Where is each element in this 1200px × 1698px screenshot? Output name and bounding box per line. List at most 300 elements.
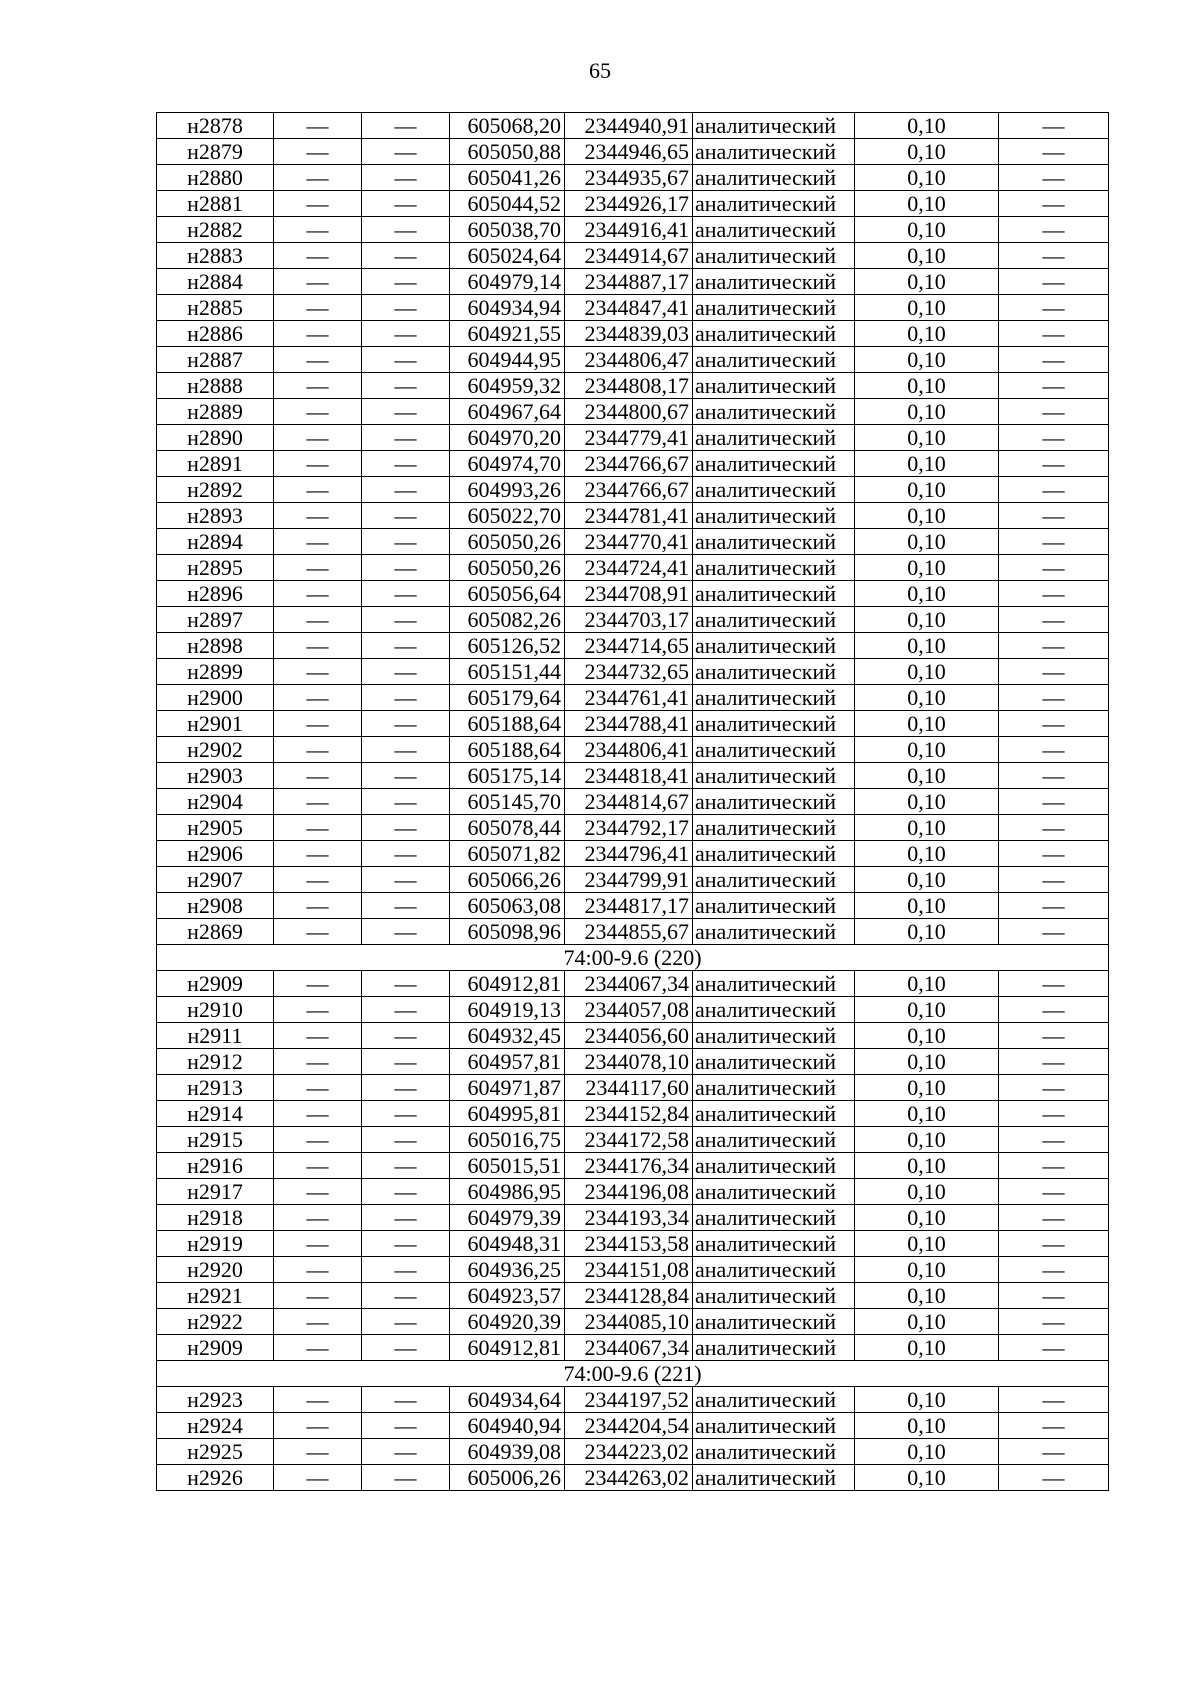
- method-cell: аналитический: [693, 1413, 855, 1439]
- table-row: [157, 373, 1109, 399]
- table-row: [157, 347, 1109, 373]
- method-cell: аналитический: [693, 711, 855, 737]
- point-number-cell: н2898: [157, 633, 274, 659]
- accuracy-cell: 0,10: [855, 529, 999, 555]
- accuracy-cell: 0,10: [855, 139, 999, 165]
- empty-cell-dash: —: [999, 867, 1109, 893]
- accuracy-cell: 0,10: [855, 1179, 999, 1205]
- empty-cell-dash: —: [274, 659, 362, 685]
- accuracy-cell: 0,10: [855, 1309, 999, 1335]
- table-row: [157, 1205, 1109, 1231]
- x-coordinate-cell: 604934,64: [450, 1387, 565, 1413]
- empty-cell-dash: —: [274, 711, 362, 737]
- table-row: [157, 165, 1109, 191]
- empty-cell-dash: —: [362, 113, 450, 139]
- x-coordinate-cell: 604974,70: [450, 451, 565, 477]
- empty-cell-dash: —: [362, 607, 450, 633]
- table-row: [157, 997, 1109, 1023]
- table-row: [157, 1075, 1109, 1101]
- method-cell: аналитический: [693, 321, 855, 347]
- table-row: [157, 763, 1109, 789]
- empty-cell-dash: —: [999, 295, 1109, 321]
- y-coordinate-cell: 2344151,08: [565, 1257, 693, 1283]
- point-number-cell: н2906: [157, 841, 274, 867]
- accuracy-cell: 0,10: [855, 737, 999, 763]
- method-cell: аналитический: [693, 841, 855, 867]
- y-coordinate-cell: 2344946,65: [565, 139, 693, 165]
- y-coordinate-cell: 2344766,67: [565, 451, 693, 477]
- table-row: [157, 139, 1109, 165]
- table-row: [157, 867, 1109, 893]
- x-coordinate-cell: 605024,64: [450, 243, 565, 269]
- x-coordinate-cell: 604995,81: [450, 1101, 565, 1127]
- empty-cell-dash: —: [274, 1387, 362, 1413]
- empty-cell-dash: —: [274, 503, 362, 529]
- y-coordinate-cell: 2344153,58: [565, 1231, 693, 1257]
- method-cell: аналитический: [693, 217, 855, 243]
- accuracy-cell: 0,10: [855, 1049, 999, 1075]
- method-cell: аналитический: [693, 815, 855, 841]
- accuracy-cell: 0,10: [855, 1127, 999, 1153]
- empty-cell-dash: —: [362, 1049, 450, 1075]
- table-row: [157, 1127, 1109, 1153]
- empty-cell-dash: —: [999, 919, 1109, 945]
- empty-cell-dash: —: [274, 763, 362, 789]
- x-coordinate-cell: 604919,13: [450, 997, 565, 1023]
- empty-cell-dash: —: [274, 893, 362, 919]
- method-cell: аналитический: [693, 1465, 855, 1491]
- y-coordinate-cell: 2344117,60: [565, 1075, 693, 1101]
- method-cell: аналитический: [693, 763, 855, 789]
- x-coordinate-cell: 604959,32: [450, 373, 565, 399]
- empty-cell-dash: —: [362, 1101, 450, 1127]
- y-coordinate-cell: 2344792,17: [565, 815, 693, 841]
- point-number-cell: н2891: [157, 451, 274, 477]
- point-number-cell: н2907: [157, 867, 274, 893]
- table-row: [157, 1153, 1109, 1179]
- empty-cell-dash: —: [999, 815, 1109, 841]
- empty-cell-dash: —: [274, 555, 362, 581]
- accuracy-cell: 0,10: [855, 165, 999, 191]
- point-number-cell: н2916: [157, 1153, 274, 1179]
- y-coordinate-cell: 2344128,84: [565, 1283, 693, 1309]
- accuracy-cell: 0,10: [855, 1335, 999, 1361]
- point-number-cell: н2901: [157, 711, 274, 737]
- accuracy-cell: 0,10: [855, 477, 999, 503]
- empty-cell-dash: —: [362, 711, 450, 737]
- method-cell: аналитический: [693, 971, 855, 997]
- empty-cell-dash: —: [274, 633, 362, 659]
- accuracy-cell: 0,10: [855, 1205, 999, 1231]
- x-coordinate-cell: 605016,75: [450, 1127, 565, 1153]
- y-coordinate-cell: 2344067,34: [565, 1335, 693, 1361]
- table-row: [157, 607, 1109, 633]
- y-coordinate-cell: 2344172,58: [565, 1127, 693, 1153]
- point-number-cell: н2899: [157, 659, 274, 685]
- table-row: [157, 295, 1109, 321]
- section-title: 74:00-9.6 (221): [157, 1361, 1109, 1387]
- method-cell: аналитический: [693, 867, 855, 893]
- x-coordinate-cell: 604979,14: [450, 269, 565, 295]
- accuracy-cell: 0,10: [855, 581, 999, 607]
- empty-cell-dash: —: [362, 1283, 450, 1309]
- empty-cell-dash: —: [999, 269, 1109, 295]
- table-row: [157, 1257, 1109, 1283]
- accuracy-cell: 0,10: [855, 1439, 999, 1465]
- empty-cell-dash: —: [999, 399, 1109, 425]
- empty-cell-dash: —: [274, 1153, 362, 1179]
- table-row: [157, 425, 1109, 451]
- method-cell: аналитический: [693, 893, 855, 919]
- method-cell: аналитический: [693, 1179, 855, 1205]
- empty-cell-dash: —: [274, 867, 362, 893]
- y-coordinate-cell: 2344806,47: [565, 347, 693, 373]
- y-coordinate-cell: 2344887,17: [565, 269, 693, 295]
- x-coordinate-cell: 605151,44: [450, 659, 565, 685]
- table-row: [157, 243, 1109, 269]
- point-number-cell: н2885: [157, 295, 274, 321]
- empty-cell-dash: —: [274, 1127, 362, 1153]
- empty-cell-dash: —: [999, 503, 1109, 529]
- empty-cell-dash: —: [274, 191, 362, 217]
- empty-cell-dash: —: [274, 1023, 362, 1049]
- empty-cell-dash: —: [362, 1075, 450, 1101]
- empty-cell-dash: —: [999, 1413, 1109, 1439]
- accuracy-cell: 0,10: [855, 243, 999, 269]
- x-coordinate-cell: 605179,64: [450, 685, 565, 711]
- point-number-cell: н2904: [157, 789, 274, 815]
- method-cell: аналитический: [693, 555, 855, 581]
- point-number-cell: н2926: [157, 1465, 274, 1491]
- empty-cell-dash: —: [362, 451, 450, 477]
- empty-cell-dash: —: [274, 1309, 362, 1335]
- x-coordinate-cell: 605063,08: [450, 893, 565, 919]
- accuracy-cell: 0,10: [855, 1231, 999, 1257]
- empty-cell-dash: —: [362, 243, 450, 269]
- x-coordinate-cell: 605078,44: [450, 815, 565, 841]
- point-number-cell: н2913: [157, 1075, 274, 1101]
- accuracy-cell: 0,10: [855, 1023, 999, 1049]
- empty-cell-dash: —: [362, 1127, 450, 1153]
- empty-cell-dash: —: [999, 1309, 1109, 1335]
- empty-cell-dash: —: [362, 1205, 450, 1231]
- empty-cell-dash: —: [362, 815, 450, 841]
- y-coordinate-cell: 2344796,41: [565, 841, 693, 867]
- accuracy-cell: 0,10: [855, 1413, 999, 1439]
- x-coordinate-cell: 605056,64: [450, 581, 565, 607]
- point-number-cell: н2888: [157, 373, 274, 399]
- x-coordinate-cell: 604986,95: [450, 1179, 565, 1205]
- y-coordinate-cell: 2344223,02: [565, 1439, 693, 1465]
- empty-cell-dash: —: [362, 971, 450, 997]
- x-coordinate-cell: 604940,94: [450, 1413, 565, 1439]
- empty-cell-dash: —: [999, 581, 1109, 607]
- table-row: [157, 1023, 1109, 1049]
- empty-cell-dash: —: [274, 529, 362, 555]
- table-row: [157, 919, 1109, 945]
- accuracy-cell: 0,10: [855, 841, 999, 867]
- method-cell: аналитический: [693, 1439, 855, 1465]
- accuracy-cell: 0,10: [855, 1465, 999, 1491]
- method-cell: аналитический: [693, 1049, 855, 1075]
- method-cell: аналитический: [693, 191, 855, 217]
- point-number-cell: н2919: [157, 1231, 274, 1257]
- empty-cell-dash: —: [999, 685, 1109, 711]
- method-cell: аналитический: [693, 347, 855, 373]
- point-number-cell: н2917: [157, 1179, 274, 1205]
- y-coordinate-cell: 2344855,67: [565, 919, 693, 945]
- empty-cell-dash: —: [362, 763, 450, 789]
- x-coordinate-cell: 604936,25: [450, 1257, 565, 1283]
- point-number-cell: н2889: [157, 399, 274, 425]
- point-number-cell: н2918: [157, 1205, 274, 1231]
- table-row: [157, 1283, 1109, 1309]
- y-coordinate-cell: 2344817,17: [565, 893, 693, 919]
- x-coordinate-cell: 604939,08: [450, 1439, 565, 1465]
- x-coordinate-cell: 605015,51: [450, 1153, 565, 1179]
- accuracy-cell: 0,10: [855, 373, 999, 399]
- point-number-cell: н2892: [157, 477, 274, 503]
- y-coordinate-cell: 2344779,41: [565, 425, 693, 451]
- empty-cell-dash: —: [274, 139, 362, 165]
- y-coordinate-cell: 2344078,10: [565, 1049, 693, 1075]
- accuracy-cell: 0,10: [855, 1075, 999, 1101]
- empty-cell-dash: —: [362, 581, 450, 607]
- page-number: 65: [589, 58, 611, 83]
- table-row: [157, 529, 1109, 555]
- table-row: [157, 1179, 1109, 1205]
- table-row: [157, 451, 1109, 477]
- y-coordinate-cell: 2344788,41: [565, 711, 693, 737]
- y-coordinate-cell: 2344724,41: [565, 555, 693, 581]
- x-coordinate-cell: 605050,26: [450, 529, 565, 555]
- empty-cell-dash: —: [362, 1257, 450, 1283]
- empty-cell-dash: —: [362, 633, 450, 659]
- empty-cell-dash: —: [362, 477, 450, 503]
- point-number-cell: н2920: [157, 1257, 274, 1283]
- empty-cell-dash: —: [362, 139, 450, 165]
- empty-cell-dash: —: [274, 1283, 362, 1309]
- y-coordinate-cell: 2344057,08: [565, 997, 693, 1023]
- y-coordinate-cell: 2344703,17: [565, 607, 693, 633]
- table-row: [157, 269, 1109, 295]
- section-header-row: [157, 1361, 1109, 1387]
- empty-cell-dash: —: [999, 1335, 1109, 1361]
- empty-cell-dash: —: [999, 529, 1109, 555]
- table-row: [157, 1049, 1109, 1075]
- empty-cell-dash: —: [274, 841, 362, 867]
- method-cell: аналитический: [693, 243, 855, 269]
- empty-cell-dash: —: [999, 425, 1109, 451]
- empty-cell-dash: —: [274, 295, 362, 321]
- table-row: [157, 477, 1109, 503]
- x-coordinate-cell: 604948,31: [450, 1231, 565, 1257]
- accuracy-cell: 0,10: [855, 1101, 999, 1127]
- method-cell: аналитический: [693, 295, 855, 321]
- point-number-cell: н2914: [157, 1101, 274, 1127]
- empty-cell-dash: —: [999, 789, 1109, 815]
- empty-cell-dash: —: [362, 685, 450, 711]
- empty-cell-dash: —: [274, 971, 362, 997]
- empty-cell-dash: —: [362, 789, 450, 815]
- table-row: [157, 1231, 1109, 1257]
- method-cell: аналитический: [693, 1335, 855, 1361]
- point-number-cell: н2882: [157, 217, 274, 243]
- y-coordinate-cell: 2344935,67: [565, 165, 693, 191]
- x-coordinate-cell: 604970,20: [450, 425, 565, 451]
- method-cell: аналитический: [693, 1205, 855, 1231]
- point-number-cell: н2878: [157, 113, 274, 139]
- x-coordinate-cell: 604934,94: [450, 295, 565, 321]
- empty-cell-dash: —: [362, 399, 450, 425]
- point-number-cell: н2911: [157, 1023, 274, 1049]
- empty-cell-dash: —: [362, 373, 450, 399]
- table-row: [157, 815, 1109, 841]
- x-coordinate-cell: 604920,39: [450, 1309, 565, 1335]
- y-coordinate-cell: 2344926,17: [565, 191, 693, 217]
- table-row: [157, 711, 1109, 737]
- empty-cell-dash: —: [999, 555, 1109, 581]
- empty-cell-dash: —: [274, 477, 362, 503]
- x-coordinate-cell: 604957,81: [450, 1049, 565, 1075]
- empty-cell-dash: —: [999, 1023, 1109, 1049]
- x-coordinate-cell: 604979,39: [450, 1205, 565, 1231]
- empty-cell-dash: —: [362, 867, 450, 893]
- table-row: [157, 841, 1109, 867]
- accuracy-cell: 0,10: [855, 555, 999, 581]
- y-coordinate-cell: 2344770,41: [565, 529, 693, 555]
- point-number-cell: н2912: [157, 1049, 274, 1075]
- x-coordinate-cell: 604912,81: [450, 1335, 565, 1361]
- accuracy-cell: 0,10: [855, 789, 999, 815]
- method-cell: аналитический: [693, 503, 855, 529]
- y-coordinate-cell: 2344806,41: [565, 737, 693, 763]
- empty-cell-dash: —: [362, 737, 450, 763]
- accuracy-cell: 0,10: [855, 659, 999, 685]
- empty-cell-dash: —: [999, 841, 1109, 867]
- table-row: [157, 659, 1109, 685]
- y-coordinate-cell: 2344067,34: [565, 971, 693, 997]
- y-coordinate-cell: 2344197,52: [565, 1387, 693, 1413]
- method-cell: аналитический: [693, 1387, 855, 1413]
- accuracy-cell: 0,10: [855, 971, 999, 997]
- empty-cell-dash: —: [362, 529, 450, 555]
- table-row: [157, 971, 1109, 997]
- point-number-cell: н2905: [157, 815, 274, 841]
- point-number-cell: н2894: [157, 529, 274, 555]
- method-cell: аналитический: [693, 1075, 855, 1101]
- empty-cell-dash: —: [999, 971, 1109, 997]
- empty-cell-dash: —: [999, 763, 1109, 789]
- point-number-cell: н2925: [157, 1439, 274, 1465]
- empty-cell-dash: —: [362, 1231, 450, 1257]
- table-row: [157, 217, 1109, 243]
- empty-cell-dash: —: [274, 1257, 362, 1283]
- empty-cell-dash: —: [999, 139, 1109, 165]
- table-body: [157, 113, 1109, 1491]
- y-coordinate-cell: 2344056,60: [565, 1023, 693, 1049]
- table-row: [157, 685, 1109, 711]
- empty-cell-dash: —: [999, 607, 1109, 633]
- empty-cell-dash: —: [999, 1049, 1109, 1075]
- empty-cell-dash: —: [274, 269, 362, 295]
- x-coordinate-cell: 605175,14: [450, 763, 565, 789]
- empty-cell-dash: —: [274, 399, 362, 425]
- empty-cell-dash: —: [362, 1413, 450, 1439]
- empty-cell-dash: —: [999, 1283, 1109, 1309]
- point-number-cell: н2900: [157, 685, 274, 711]
- x-coordinate-cell: 605098,96: [450, 919, 565, 945]
- accuracy-cell: 0,10: [855, 919, 999, 945]
- y-coordinate-cell: 2344799,91: [565, 867, 693, 893]
- x-coordinate-cell: 604923,57: [450, 1283, 565, 1309]
- empty-cell-dash: —: [999, 1231, 1109, 1257]
- empty-cell-dash: —: [999, 321, 1109, 347]
- y-coordinate-cell: 2344085,10: [565, 1309, 693, 1335]
- y-coordinate-cell: 2344176,34: [565, 1153, 693, 1179]
- table-row: [157, 1101, 1109, 1127]
- accuracy-cell: 0,10: [855, 607, 999, 633]
- accuracy-cell: 0,10: [855, 321, 999, 347]
- empty-cell-dash: —: [999, 451, 1109, 477]
- y-coordinate-cell: 2344839,03: [565, 321, 693, 347]
- table-row: [157, 737, 1109, 763]
- point-number-cell: н2910: [157, 997, 274, 1023]
- x-coordinate-cell: 604912,81: [450, 971, 565, 997]
- method-cell: аналитический: [693, 1257, 855, 1283]
- method-cell: аналитический: [693, 1153, 855, 1179]
- y-coordinate-cell: 2344708,91: [565, 581, 693, 607]
- empty-cell-dash: —: [274, 113, 362, 139]
- empty-cell-dash: —: [362, 503, 450, 529]
- table-row: [157, 1465, 1109, 1491]
- method-cell: аналитический: [693, 1309, 855, 1335]
- x-coordinate-cell: 605044,52: [450, 191, 565, 217]
- point-number-cell: н2879: [157, 139, 274, 165]
- accuracy-cell: 0,10: [855, 399, 999, 425]
- empty-cell-dash: —: [999, 1179, 1109, 1205]
- x-coordinate-cell: 604971,87: [450, 1075, 565, 1101]
- empty-cell-dash: —: [362, 1387, 450, 1413]
- accuracy-cell: 0,10: [855, 1387, 999, 1413]
- x-coordinate-cell: 605188,64: [450, 711, 565, 737]
- point-number-cell: н2915: [157, 1127, 274, 1153]
- method-cell: аналитический: [693, 165, 855, 191]
- table-row: [157, 581, 1109, 607]
- empty-cell-dash: —: [274, 1205, 362, 1231]
- accuracy-cell: 0,10: [855, 269, 999, 295]
- accuracy-cell: 0,10: [855, 295, 999, 321]
- table-row: [157, 113, 1109, 139]
- accuracy-cell: 0,10: [855, 633, 999, 659]
- empty-cell-dash: —: [362, 1179, 450, 1205]
- accuracy-cell: 0,10: [855, 1153, 999, 1179]
- y-coordinate-cell: 2344916,41: [565, 217, 693, 243]
- empty-cell-dash: —: [274, 997, 362, 1023]
- point-number-cell: н2886: [157, 321, 274, 347]
- y-coordinate-cell: 2344152,84: [565, 1101, 693, 1127]
- x-coordinate-cell: 605041,26: [450, 165, 565, 191]
- method-cell: аналитический: [693, 1023, 855, 1049]
- table-row: [157, 399, 1109, 425]
- method-cell: аналитический: [693, 1101, 855, 1127]
- empty-cell-dash: —: [999, 1153, 1109, 1179]
- method-cell: аналитический: [693, 919, 855, 945]
- empty-cell-dash: —: [362, 295, 450, 321]
- x-coordinate-cell: 605071,82: [450, 841, 565, 867]
- accuracy-cell: 0,10: [855, 425, 999, 451]
- accuracy-cell: 0,10: [855, 867, 999, 893]
